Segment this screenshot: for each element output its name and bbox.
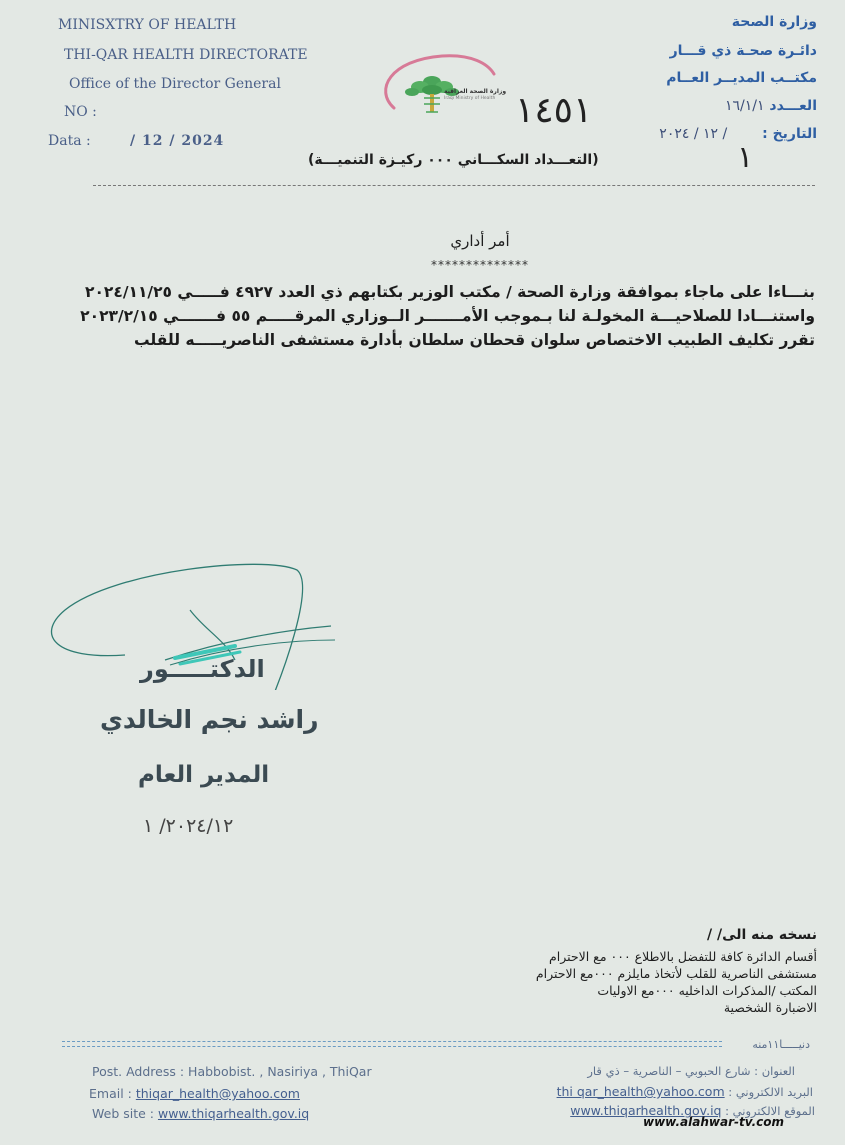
header-date-value-en: / 12 / 2024 (130, 133, 225, 149)
header-date-label-ar: التاريخ : (762, 126, 817, 142)
copies-item: مستشفى الناصرية للقلب لأتخاذ مايلزم ٠٠٠مع الاحترام (535, 966, 817, 981)
header-office-en: Office of the Director General (69, 76, 281, 92)
footer-website-en (92, 1106, 309, 1121)
header-number-ar (725, 98, 817, 114)
ministry-logo (372, 50, 512, 130)
header-ministry-en: MINISXTRY OF HEALTH (58, 17, 237, 33)
footer-website-label-ar: الموقع الالكتروني : (725, 1104, 815, 1118)
logo-caption-ar: وزارة الصحة العراقية (444, 88, 507, 95)
footer-website-label-en: Web site : (92, 1106, 158, 1121)
header-number-value-ar: ١٦/١/١ (725, 98, 765, 114)
footer-website-link-ar[interactable]: www.thiqarhealth.gov.iq (570, 1103, 722, 1118)
header-divider (93, 185, 815, 186)
logo-caption-en: Iraqi Ministry of Health (444, 96, 496, 101)
footer-email-ar (557, 1084, 813, 1099)
header-number-label-en: NO : (64, 104, 97, 120)
order-line-2: واستنـــادا للصلاحيـــة المخولـة لنا بـموجب الأمـــــــر الــوزاري المرقـــــم ٥٥ فـــــــي ٢٠٢٣/٢/١٥ (80, 307, 815, 325)
copies-heading: نسخه منه الى/ / (706, 927, 817, 943)
signature-title: الدكتـــــور (140, 655, 265, 683)
handwritten-day: ١ (737, 140, 754, 175)
order-line-1: بنـــاءا على ماجاء بموافقة وزارة الصحة / مكتب الوزير بكتابهم ذي العدد ٤٩٢٧ فـــــي ٢٠٢٤/١١/٢٥ (84, 283, 815, 301)
order-title-underline: ************** (431, 258, 529, 272)
footer-address-en: Post. Address : Habbobist. , Nasiriya , ThiQar (92, 1064, 372, 1079)
watermark-text: www.alahwar-tv.com (643, 1115, 784, 1129)
footer-email-label-ar: البريد الالكتروني : (728, 1085, 813, 1099)
header-date-value-ar: / ١٢ / ٢٠٢٤ (659, 126, 728, 142)
copies-item: الاضبارة الشخصية (723, 1000, 817, 1015)
footer-email-en (89, 1086, 300, 1101)
signature-date: ٢٠٢٤/١٢/ ١ (143, 815, 234, 837)
order-line-3: تقرر تكليف الطبيب الاختصاص سلوان قحطان سلطان بأدارة مستشفى الناصريـــــه للقلب (134, 331, 815, 349)
header-office-ar: مكتــب المديــر العــام (666, 70, 817, 86)
header-date-label-en: Data : (48, 133, 91, 149)
signature-name: راشد نجم الخالدي (100, 705, 319, 734)
footer-email-label-en: Email : (89, 1086, 136, 1101)
footer-address-ar: العنوان : شارع الحبوبي – الناصرية – ذي قار (587, 1064, 795, 1078)
header-number-label-ar: العـــدد (769, 98, 817, 114)
copies-item: المكتب /المذكرات الداخليه ٠٠٠مع الاوليات (597, 983, 817, 998)
header-directorate-ar: دائـرة صحـة ذي قـــار (669, 43, 817, 59)
copies-item: أقسام الدائرة كافة للتفضل بالاطلاع ٠٠٠ مع الاحترام (549, 949, 817, 964)
motto-text: (التعـــداد السكـــاني ٠٠٠ ركيـزة التنميـــة) (308, 152, 599, 168)
footer-stamp-text: دنيـــــا١١منه (752, 1038, 810, 1051)
header-ministry-ar: وزارة الصحة (731, 14, 817, 30)
footer-email-link-ar[interactable]: thi qar_health@yahoo.com (556, 1084, 725, 1099)
handwritten-document-number: ١٤٥١ (515, 90, 593, 131)
footer-email-link-en[interactable]: thiqar_health@yahoo.com (135, 1086, 300, 1101)
footer-website-link-en[interactable]: www.thiqarhealth.gov.iq (157, 1106, 310, 1121)
signature-position: المدير العام (138, 762, 270, 788)
header-directorate-en: THI-QAR HEALTH DIRECTORATE (64, 47, 308, 63)
order-title: أمر أداري (450, 232, 510, 250)
footer-divider (62, 1041, 722, 1047)
